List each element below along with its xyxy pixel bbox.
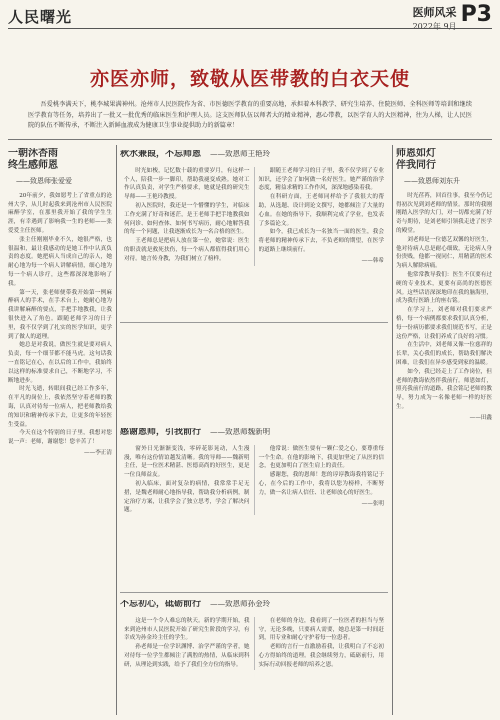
- right-article-byline: ——致恩师刘东升: [404, 177, 460, 185]
- article-2-col-2: [254, 445, 389, 515]
- left-article-title-line2: 终生感师恩: [8, 160, 58, 171]
- article-1: [120, 150, 388, 320]
- paragraph: 时光荏苒，回首往事，我至今仍记得初次见到刘老师的情景。那时的我刚刚踏入医学的大门，对一切都充满了好奇与期待，是刘老师引领我走进了医学的殿堂。: [396, 192, 492, 234]
- paragraph: 在科研方面，王老师同样给予了我很大的帮助，从选题、设计到论文撰写，她都倾注了大量的心血。在她的指导下，我顺利完成了学业，也发表了多篇论文。: [258, 194, 384, 227]
- paragraph: 这是一个令人难忘的秋天。新的学期开始，我来到沧州市人民医院开始了研究生阶段的学习，有幸成为孙金玲主任的学生。: [124, 617, 250, 642]
- page-number: P3: [460, 2, 492, 27]
- article-1-byline: ——致恩师王艳玲: [210, 150, 271, 158]
- article-3: [120, 600, 388, 715]
- paragraph: 她总是对我说，做医生就是要对病人负责，每一个细节都不能马虎。这句话我一直铭记在心，在以后的工作中，我始终以这样的标准要求自己，不断地学习，不断地进步。: [8, 342, 112, 384]
- paragraph: 他常常教导我们：医生不仅要有过硬的专业技术，更要有高尚的医德医风。这些话语深深地印在我的脑海里，成为我行医路上的座右铭。: [396, 271, 492, 305]
- paragraph: 时光如梭，记忆数十载的重要岁月，有这样一个人，陪我一步一脚印，帮助我褪变成熟。她对工作认真负责，对学生严格要求，她就是我的研究生导师——王艳玲教授。: [124, 167, 250, 201]
- paragraph: 窗外日光渐渐变浅，零碎花影晃动，人生漫漫，唯有这份情谊越发清晰。我的导师——魏新明主任，是一位医术精湛、医德高尚的好医生，更是一位良师益友。: [124, 445, 250, 479]
- article-divider-1: [120, 322, 388, 323]
- article-2-title: 感谢恩师，引我前行: [120, 428, 202, 437]
- article-2-col-1: [120, 445, 254, 515]
- paragraph: 如今，我已经走上了工作岗位，但老师的教诲依然伴我前行。师恩如灯，照亮我前行的道路，我会铭记老师的教导，努力成为一名像老师一样的好医生。: [396, 368, 492, 410]
- article-1-col-1: [120, 167, 254, 266]
- paragraph: 第一天，张老师便带我开始第一例麻醉病人的手术，在手术台上，她耐心地为我讲解麻醉的要点，手把手地教我，让我很快进入了角色。跟随老师学习的日子里，我不仅学到了扎实的医学知识，更学到了做人的道理。: [8, 289, 112, 340]
- paragraph: 在老师的身边，我看到了一位医者的担当与坚守，无论多晚，只要病人需要，她总是第一时间赶到，用专业和耐心守护着每一位患者。: [258, 617, 384, 642]
- paragraph: 初入临床，面对复杂的病情，我常常手足无措，是魏老师耐心地指导我，帮助我分析病例，制定治疗方案，让我学会了独立思考，学会了解决问题。: [124, 480, 250, 514]
- right-article-title-line1: 师恩如灯: [396, 148, 436, 159]
- article-2: [120, 428, 388, 526]
- article-3-title: 不忘初心，砥砺前行: [120, 600, 202, 609]
- article-3-col-2: [254, 617, 389, 670]
- main-headline: 亦医亦师，致敬从医带教的白衣天使: [89, 68, 410, 90]
- newspaper-logo: 人民曙光: [8, 8, 73, 26]
- right-column-article: [396, 148, 492, 714]
- article-divider-2: [120, 592, 388, 593]
- right-article-body: [396, 192, 492, 412]
- right-article-title-line2: 伴我同行: [396, 160, 436, 171]
- paragraph: 如今，我已成长为一名独当一面的医生，我会将老师的精神传承下去，不负老师的期望，在医学的道路上继续前行。: [258, 229, 384, 253]
- article-2-author: ——张明: [361, 500, 384, 507]
- article-2-byline: ——致恩师魏新明: [210, 428, 271, 436]
- issue-date: 2022年 9月: [412, 22, 457, 31]
- paragraph: 王老师总是把病人放在第一位，她常说：医生的职责就是救死扶伤，每一个病人都值得我们用心对待。她言传身教，为我们树立了榜样。: [124, 238, 250, 262]
- paragraph: 孙老师是一位学识渊博、治学严谨的学者，她对待每一位学生都倾注了满腔的热情，从临床到科研，从理论到实践，给予了我们全方位的指导。: [124, 644, 250, 668]
- paragraph: 时光飞逝，转眼间我已经工作多年，在平凡的岗位上，我依然坚守着老师的教诲，认真对待每一位病人，把老师教给我的知识和精神传承下去，让更多的年轻医生受益。: [8, 386, 112, 428]
- paragraph: 老师的言行一直激励着我，让我明白了不忘初心方得始终的道理。我会继续努力，砥砺前行，用实际行动回报老师的培养之恩。: [258, 644, 384, 668]
- article-3-col-1: [120, 617, 254, 670]
- paragraph: 初入医院时，我还是一个懵懂的学生，对临床工作充满了好奇和迷茫，是王老师手把手地教我如何问诊、如何查体、如何书写病历，耐心地解答我的每一个问题，让我逐渐成长为一名合格的医生。: [124, 202, 250, 236]
- paragraph: 在学习上，刘老师对我们要求严格，每一个病例都要求我们认真分析，每一份病历都要求我们规范书写，正是这份严格，让我们养成了良好的习惯。: [396, 307, 492, 340]
- paragraph: 刘老师是一位德艺双馨的好医生，他对待病人总是耐心细致，无论病人身份贵贱，他都一视同仁，用精湛的医术为病人解除病痛。: [396, 236, 492, 270]
- left-article-body: [8, 192, 112, 447]
- paragraph: 今天在这个特别的日子里，我想对您说一声：老师，谢谢您！您辛苦了！: [8, 430, 112, 446]
- article-3-byline: ——致恩师孙金玲: [210, 600, 271, 608]
- article-1-title: 秋水兼葭，不忘师恩: [120, 150, 202, 159]
- right-article-author: ——田鑫: [469, 414, 492, 421]
- paragraph: 张主任刚刚毕业不久，她很严格，也很温和，最让我感动的是她工作中认真负责的态度。她把病人当成自己的亲人，她耐心地为每一个病人讲解病情，细心地为每一个病人诊疗，这些都深深地影响了我。: [8, 236, 112, 287]
- lead-divider: [8, 139, 492, 140]
- paragraph: 20年前夕，我如愿考上了省重点的沧州大学，从儿时起我来到沧州市人民医院麻醉学室，在那里我开始了我的学生生涯，有幸遇到了影响我一生的老师——张爱爱主任医师。: [8, 192, 112, 234]
- paragraph: 在生活中，刘老师又像一位慈祥的长辈，关心我们的成长，帮助我们解决困难，让我们在异乡感受到家的温暖。: [396, 342, 492, 366]
- section-title: 医师风采: [412, 6, 457, 19]
- paragraph: 感谢您，我的恩师！您的谆谆教诲我将铭记于心，在今后的工作中，我将以您为榜样，不断努力，做一名让病人信任、让老师放心的好医生。: [258, 472, 384, 496]
- left-article-byline: ——致恩师张爱爱: [16, 177, 72, 185]
- left-column-article: [8, 148, 112, 714]
- paragraph: 他常说：做医生要有一颗仁爱之心，要尊重每一个生命。在他的影响下，我更加坚定了从医的信念，也更加明白了医生肩上的责任。: [258, 445, 384, 470]
- article-1-author: ——韩希: [361, 257, 384, 264]
- lead-paragraph: 吾爱桃李满天下，桃李城果满神州。沧州市人民医院作为省、市医德医学教育的重要高地，承担着本科教学、研究生培养、住院医师、全科医师等培训和继续医学教育等任务，培养出了一批又一批优秀的临床医生和护理人员。这支医师队伍以师者大的精业精神，惠心带教，以医学育人的大医精神，往为人梯，让人民医院的队伍不断传承，不断注入新鲜血液成为健康卫生事业提供助力的新篇章！: [28, 101, 472, 129]
- column-divider-left: [116, 145, 117, 715]
- header-divider: [8, 28, 492, 29]
- paragraph: 跟随王老师学习的日子里，我不仅学到了专业知识，还学会了如何做一名好医生。她严谨的治学态度，精益求精的工作作风，深深地感染着我。: [258, 167, 384, 192]
- article-1-col-2: [254, 167, 389, 266]
- column-divider-right: [392, 145, 393, 715]
- left-article-author: ——李正清: [84, 449, 112, 456]
- left-article-title-line1: 一朝沐杏雨: [8, 148, 58, 159]
